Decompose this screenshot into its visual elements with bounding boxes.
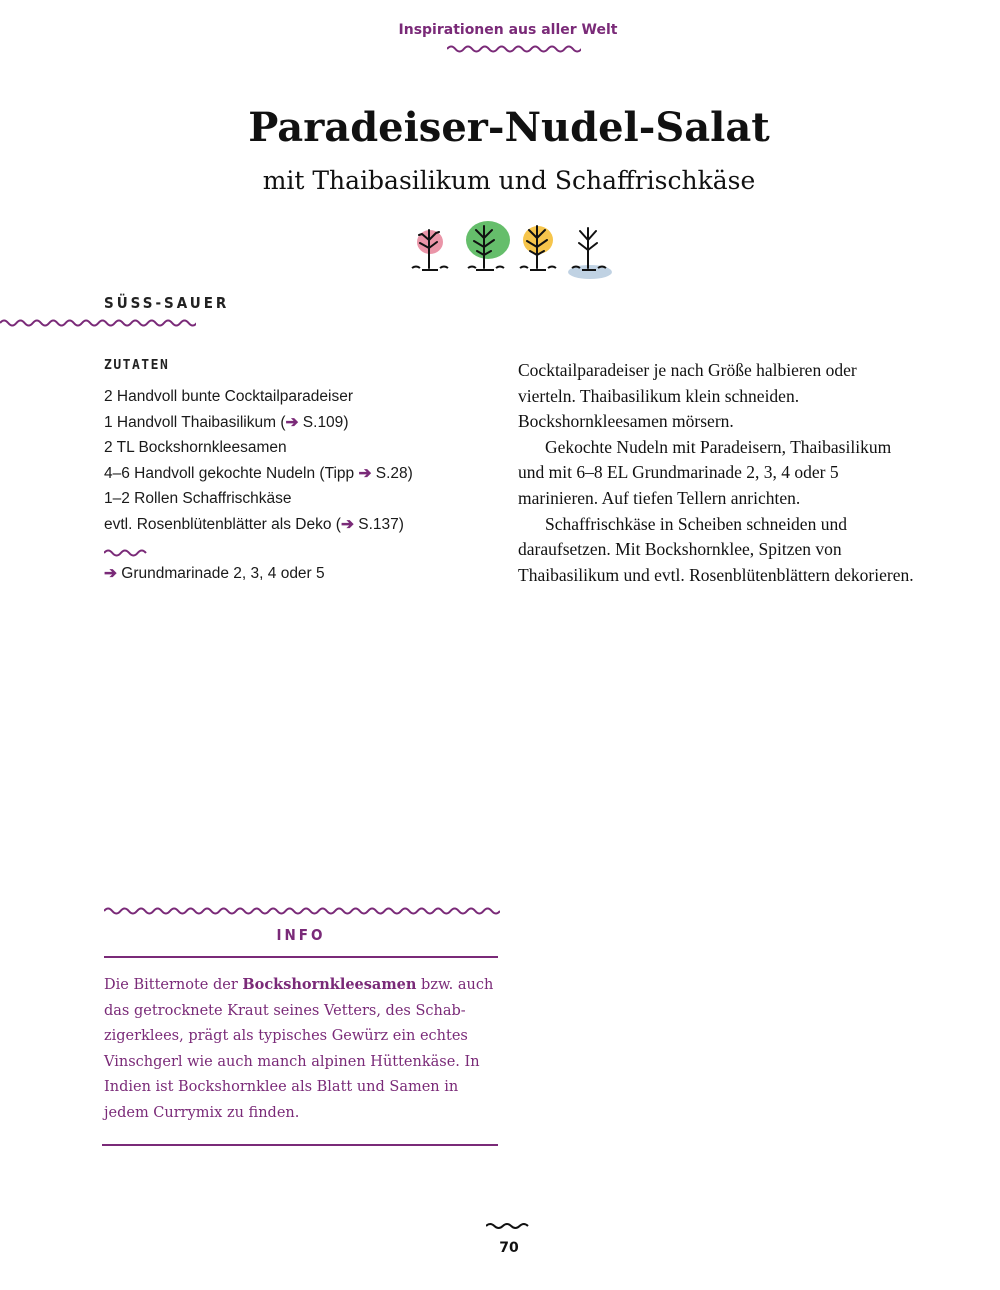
arrow-right-icon: ➔ xyxy=(358,464,376,482)
ingredients-heading: ZUTATEN xyxy=(104,358,170,373)
marinade-link[interactable]: Grundmarinade 2, 3, 4 oder 5 xyxy=(121,565,325,582)
ingredients-wave-separator xyxy=(104,548,150,558)
method-paragraph: Gekochte Nudeln mit Paradeisern, Thaibasilikum und mit 6–8 EL Grundmarinade 2, 3, 4 oder 5 marinieren. Auf tiefen Tellern anrichten. xyxy=(518,436,892,508)
page-reference-link[interactable]: S.109 xyxy=(302,413,344,431)
info-wave-decoration xyxy=(104,906,500,916)
running-header: Inspirationen aus aller Welt xyxy=(398,22,618,38)
ingredient-item: 2 Handvoll bunte Cocktailparadeiser xyxy=(104,388,354,405)
arrow-right-icon: ➔ xyxy=(285,413,303,431)
info-divider-bottom xyxy=(102,1144,498,1146)
ingredient-item: 1 Handvoll Thaibasilikum (➔ S.109) xyxy=(104,413,349,431)
ingredient-item: 4–6 Handvoll gekochte Nudeln (Tipp ➔ S.28) xyxy=(104,464,413,482)
recipe-title: Paradeiser-Nudel-Salat xyxy=(248,104,770,151)
season-icons xyxy=(404,218,614,284)
page-number: 70 xyxy=(499,1240,519,1256)
winter-tree-icon xyxy=(568,228,612,279)
recipe-subtitle: mit Thaibasilikum und Schaffrischkäse xyxy=(262,166,756,195)
info-label: INFO xyxy=(276,926,326,944)
page-reference-link[interactable]: S.137 xyxy=(358,515,399,533)
method-paragraph: Cocktailparadeiser je nach Größe halbieren oder vierteln. Thaibasilikum klein schneiden. Bockshornkleesamen mörsern. xyxy=(518,360,857,432)
category-wave-decoration xyxy=(0,318,196,328)
arrow-right-icon: ➔ xyxy=(104,565,122,582)
method-paragraph: Schaffrischkäse in Scheiben schneiden und daraufsetzen. Mit Bockshornklee, Spitzen von Thaibasilikum und evtl. Rosenblütenblättern dekorieren. xyxy=(518,513,914,585)
taste-category: SÜSS-SAUER xyxy=(104,294,230,312)
ingredient-item: evtl. Rosenblütenblätter als Deko (➔ S.137) xyxy=(104,515,404,533)
ingredient-item: 2 TL Bockshornkleesamen xyxy=(104,439,287,457)
summer-tree-icon xyxy=(466,221,510,270)
preparation-steps xyxy=(518,358,918,588)
autumn-tree-icon xyxy=(520,226,556,270)
info-text: Die Bitternote der Bockshornkleesamen bzw. auch das getrocknete Kraut seines Vetters, des Schabzigerklees, prägt als typisches Gewürz ein echtes Vinschgerl wie auch manch alpinen Hüttenkäse. In Indien ist Bockshornklee als Blatt und Samen in jedem Currymix zu finden. xyxy=(104,976,494,1121)
info-divider-top xyxy=(104,956,498,958)
page-reference-link[interactable]: S.28 xyxy=(375,464,408,482)
page-number-wave-decoration xyxy=(486,1222,532,1230)
spring-tree-icon xyxy=(412,230,448,270)
arrow-right-icon: ➔ xyxy=(340,515,359,533)
ingredient-item: 1–2 Rollen Schaffrischkäse xyxy=(104,490,292,508)
marinade-reference xyxy=(104,564,325,583)
header-wave-decoration xyxy=(447,44,581,54)
ingredients-list xyxy=(104,384,504,538)
